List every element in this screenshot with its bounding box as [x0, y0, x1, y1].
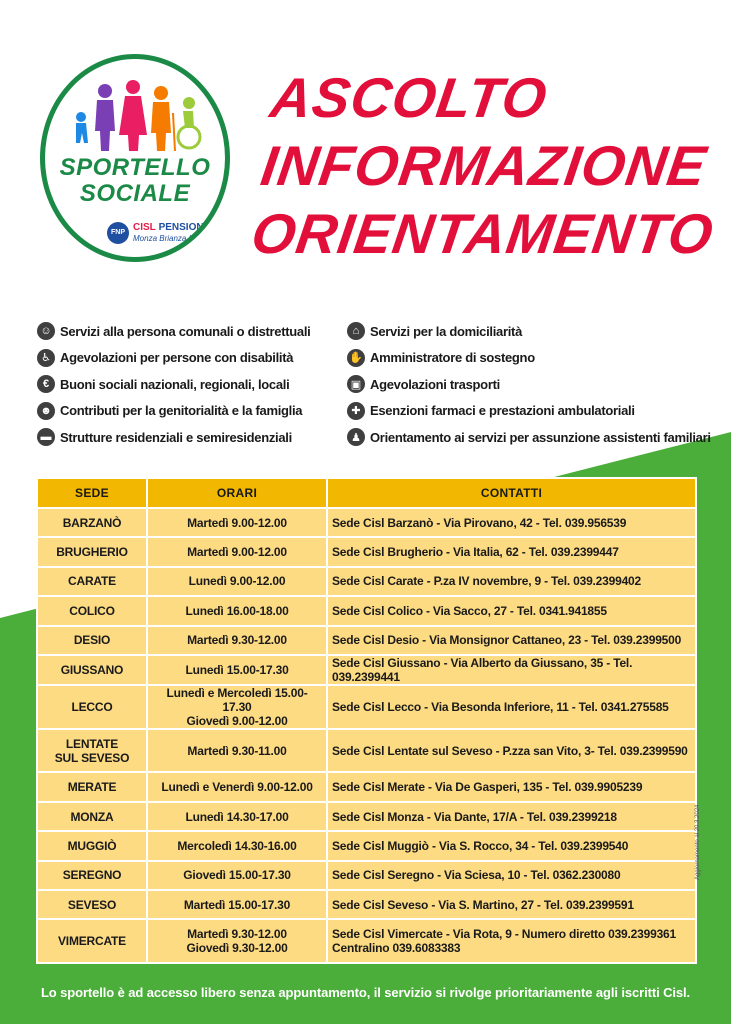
logo-org-cisl: CISL — [133, 222, 156, 233]
cell-contatti: Sede Cisl Monza - Via Dante, 17/A - Tel. 039.2399218 — [327, 802, 696, 831]
heading-line1: ASCOLTO — [266, 66, 552, 129]
sportello-sociale-logo — [40, 54, 230, 262]
cell-orari: Lunedì 16.00-18.00 — [147, 596, 327, 625]
cell-contatti: Sede Cisl Giussano - Via Alberto da Giussano, 35 - Tel. 039.2399441 — [327, 655, 696, 685]
cell-orari: Lunedì e Venerdì 9.00-12.00 — [147, 772, 327, 801]
cell-contatti: Sede Cisl Colico - Via Sacco, 27 - Tel. 0341.941855 — [327, 596, 696, 625]
logo-title-line1: SPORTELLO — [59, 154, 211, 181]
cell-orari-line1: Martedì 9.30-12.00 — [187, 927, 287, 942]
cell-contatti: Sede Cisl Lentate sul Seveso - P.zza san Vito, 3- Tel. 039.2399590 — [327, 729, 696, 773]
cell-sede: LECCO — [37, 685, 147, 729]
cell-contatti: Sede Cisl Carate - P.za IV novembre, 9 - Tel. 039.2399402 — [327, 567, 696, 596]
cell-orari: Lunedì 15.00-17.30 — [147, 655, 327, 685]
home-icon: ⌂ — [347, 322, 365, 340]
cell-orari: Mercoledì 14.30-16.00 — [147, 831, 327, 860]
cell-sede: SEREGNO — [37, 861, 147, 890]
cell-sede: MONZA — [37, 802, 147, 831]
table-row — [37, 508, 696, 537]
family-figures-icon — [67, 73, 207, 153]
cell-sede: BRUGHERIO — [37, 537, 147, 566]
cell-contatti: Sede Cisl Muggiò - Via S. Rocco, 34 - Tel. 039.2399540 — [327, 831, 696, 860]
cell-contatti: Sede Cisl Brugherio - Via Italia, 62 - Tel. 039.2399447 — [327, 537, 696, 566]
cell-contatti-line2: Centralino 039.6083383 — [332, 941, 461, 956]
cell-orari — [147, 685, 327, 729]
update-note: Aggiornamento al 20.3.2024 — [695, 804, 701, 880]
cell-orari: Lunedì 9.00-12.00 — [147, 567, 327, 596]
logo-organization — [133, 222, 219, 233]
service-item — [347, 398, 711, 425]
service-label: Strutture residenziali e semiresidenziali — [60, 429, 292, 445]
cell-orari-line1: Lunedì e Mercoledì 15.00-17.30 — [166, 685, 308, 714]
logo-subtitle: Monza Brianza Lecco — [133, 234, 210, 243]
cell-sede-line2: SUL SEVESO — [54, 750, 130, 765]
service-label: Esenzioni farmaci e prestazioni ambulatoriali — [370, 403, 635, 419]
service-label: Amministratore di sostegno — [370, 350, 535, 366]
cell-orari: Martedì 15.00-17.30 — [147, 890, 327, 919]
table-row — [37, 772, 696, 801]
service-label: Servizi per la domiciliarità — [370, 323, 522, 339]
service-item — [37, 345, 311, 372]
header-contatti: CONTATTI — [327, 478, 696, 508]
table-row — [37, 861, 696, 890]
logo-title-line2: SOCIALE — [79, 180, 191, 207]
footer-note: Lo sportello è ad accesso libero senza appuntamento, il servizio si rivolge prioritariamente agli iscritti Cisl. — [40, 985, 691, 1000]
cell-orari: Martedì 9.30-11.00 — [147, 729, 327, 773]
cell-orari-line2: Giovedì 9.30-12.00 — [186, 941, 288, 956]
cell-contatti-line1: Sede Cisl Vimercate - Via Rota, 9 - Numero diretto 039.2399361 — [332, 927, 676, 942]
service-item — [347, 371, 711, 398]
header-orari: ORARI — [147, 478, 327, 508]
heading-line2: INFORMAZIONE — [257, 134, 711, 197]
cell-contatti: Sede Cisl Barzanò - Via Pirovano, 42 - Tel. 039.956539 — [327, 508, 696, 537]
cell-orari — [147, 919, 327, 963]
main-heading — [247, 64, 731, 268]
table-row — [37, 567, 696, 596]
cell-contatti: Sede Cisl Desio - Via Monsignor Cattaneo, 23 - Tel. 039.2399500 — [327, 626, 696, 655]
cell-sede-line1: LENTATE — [65, 736, 119, 751]
service-label: Buoni sociali nazionali, regionali, locali — [60, 376, 290, 392]
table-row — [37, 729, 696, 773]
services-list-left — [37, 318, 311, 451]
service-item — [37, 398, 311, 425]
cell-sede: VIMERCATE — [37, 919, 147, 963]
service-label: Agevolazioni per persone con disabilità — [60, 350, 294, 366]
cell-orari-line2: Giovedì 9.00-12.00 — [186, 713, 288, 728]
table-row — [37, 626, 696, 655]
medical-cross-icon: ✚ — [347, 402, 365, 420]
schedule-table — [36, 477, 697, 964]
table-row — [37, 831, 696, 860]
heading-line3: ORIENTAMENTO — [247, 202, 718, 265]
cell-contatti: Sede Cisl Lecco - Via Besonda Inferiore, 11 - Tel. 0341.275585 — [327, 685, 696, 729]
table-row — [37, 890, 696, 919]
service-item — [347, 318, 711, 345]
fnp-badge: FNP — [107, 222, 129, 244]
service-item — [37, 318, 311, 345]
service-item — [37, 371, 311, 398]
handshake-icon: ✋ — [347, 349, 365, 367]
cell-sede: GIUSSANO — [37, 655, 147, 685]
service-item — [37, 424, 311, 451]
cell-sede: SEVESO — [37, 890, 147, 919]
table-row — [37, 655, 696, 685]
services-list-right — [347, 318, 711, 451]
disability-icon: ♿ — [37, 349, 55, 367]
table-row — [37, 802, 696, 831]
logo-org-pensionati: PENSIONATI — [158, 222, 219, 233]
cell-orari: Martedì 9.00-12.00 — [147, 537, 327, 566]
service-item — [347, 424, 711, 451]
cell-sede: COLICO — [37, 596, 147, 625]
cell-contatti: Sede Cisl Merate - Via De Gasperi, 135 - Tel. 039.9905239 — [327, 772, 696, 801]
cell-sede: BARZANÒ — [37, 508, 147, 537]
cell-sede: CARATE — [37, 567, 147, 596]
service-label: Orientamento ai servizi per assunzione assistenti familiari — [370, 429, 711, 445]
table-row — [37, 596, 696, 625]
table-row — [37, 919, 696, 963]
people-icon: ☺ — [37, 322, 55, 340]
cell-contatti — [327, 919, 696, 963]
bed-icon: ▬ — [37, 428, 55, 446]
family-icon: ☻ — [37, 402, 55, 420]
service-label: Contributi per la genitorialità e la famiglia — [60, 403, 303, 419]
cell-sede: MERATE — [37, 772, 147, 801]
cell-sede — [37, 729, 147, 773]
service-label: Agevolazioni trasporti — [370, 376, 500, 392]
service-item — [347, 345, 711, 372]
cell-sede: MUGGIÒ — [37, 831, 147, 860]
cell-orari: Martedì 9.30-12.00 — [147, 626, 327, 655]
cell-orari: Lunedì 14.30-17.00 — [147, 802, 327, 831]
euro-icon: € — [37, 375, 55, 393]
cell-orari: Giovedì 15.00-17.30 — [147, 861, 327, 890]
cell-orari: Martedì 9.00-12.00 — [147, 508, 327, 537]
header-sede: SEDE — [37, 478, 147, 508]
service-label: Servizi alla persona comunali o distrettuali — [60, 323, 311, 339]
caregiver-icon: ♟ — [347, 428, 365, 446]
table-row — [37, 537, 696, 566]
cell-contatti: Sede Cisl Seregno - Via Sciesa, 10 - Tel. 0362.230080 — [327, 861, 696, 890]
table-row — [37, 685, 696, 729]
cell-sede: DESIO — [37, 626, 147, 655]
bus-icon: ▣ — [347, 375, 365, 393]
cell-contatti: Sede Cisl Seveso - Via S. Martino, 27 - Tel. 039.2399591 — [327, 890, 696, 919]
